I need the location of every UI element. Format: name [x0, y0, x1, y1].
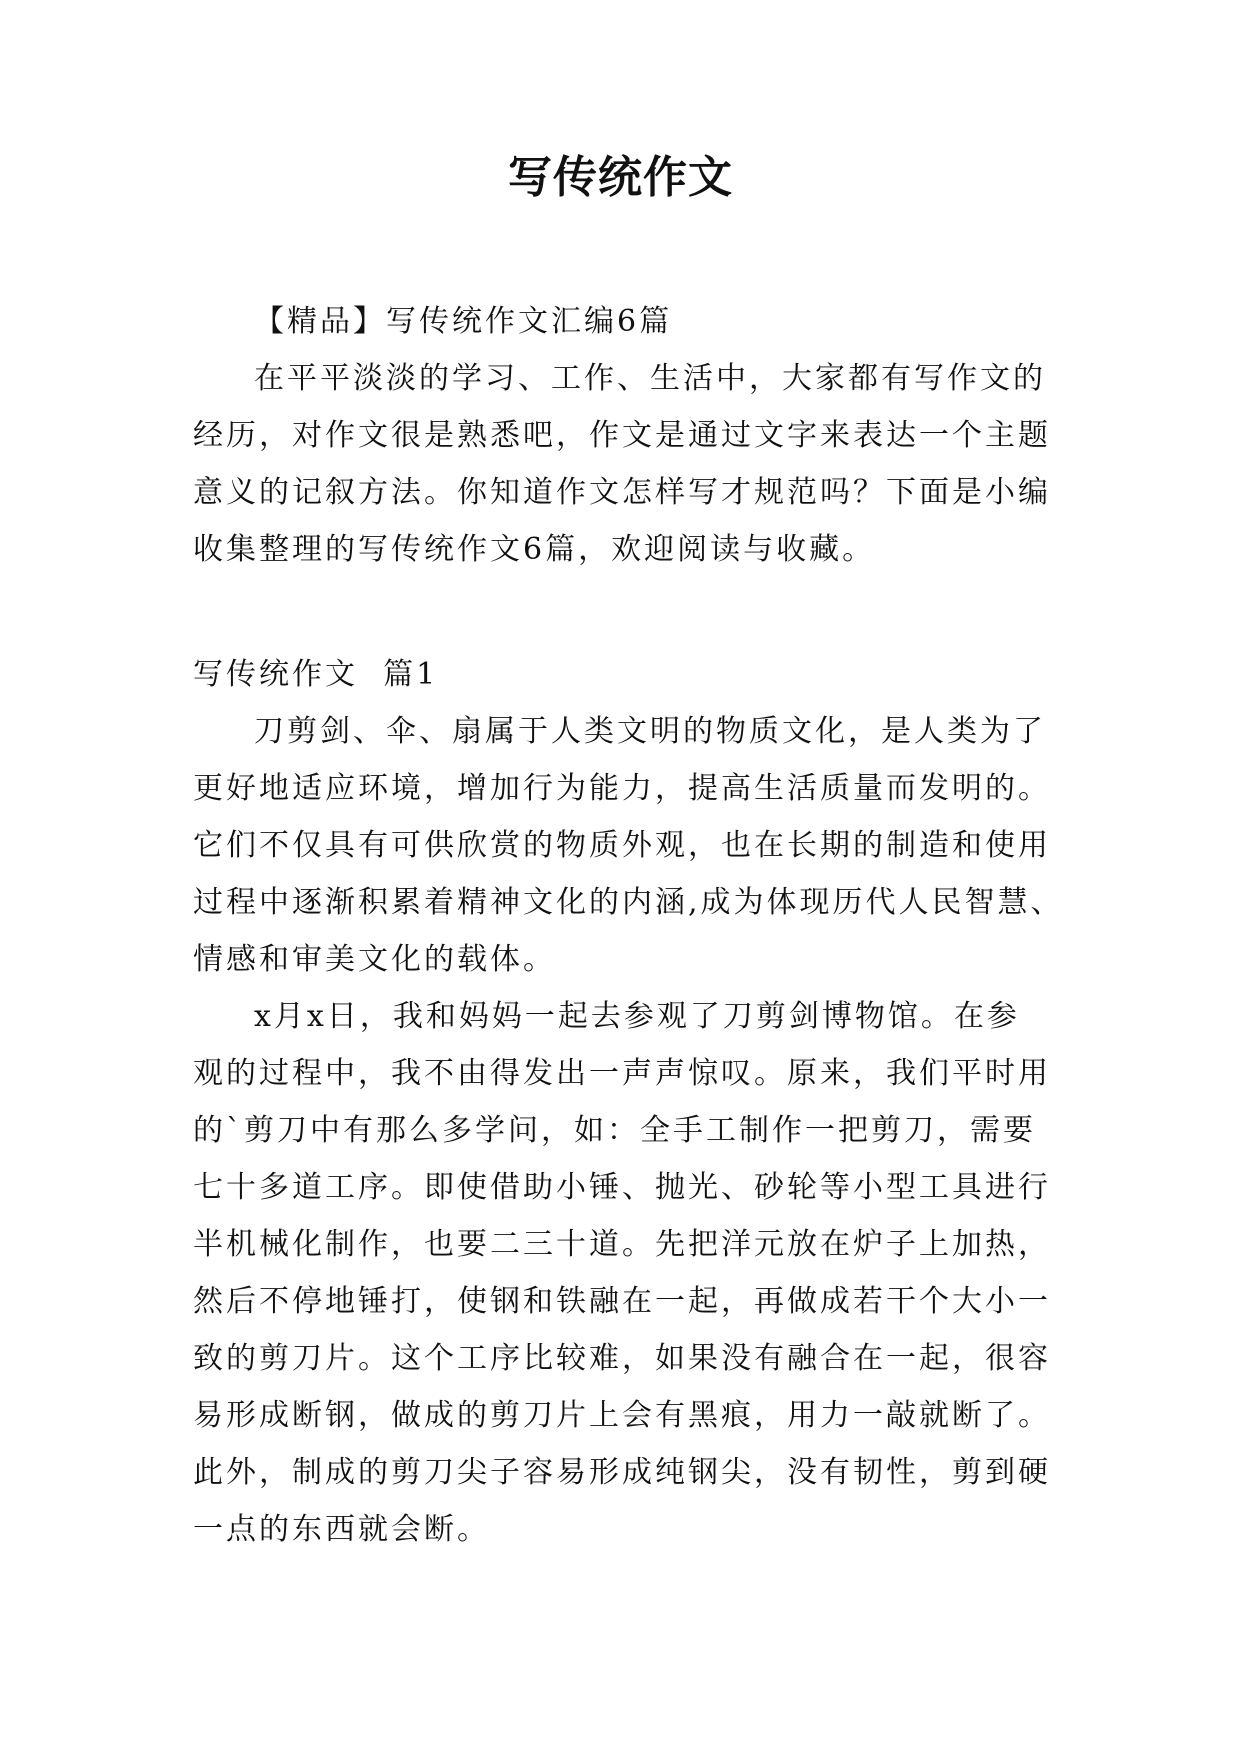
- intro-line: 收集整理的写传统作文6篇，欢迎阅读与收藏。: [193, 532, 876, 567]
- paragraph2-line: 观的过程中，我不由得发出一声声惊叹。原来，我们平时用: [193, 1056, 1051, 1091]
- document-body: [193, 293, 1064, 1558]
- paragraph1-line: 情感和审美文化的载体。: [193, 942, 556, 977]
- paragraph-spacer: [193, 635, 1053, 646]
- paragraph2-line: x月x日，我和妈妈一起去参观了刀剪剑博物馆。在参: [254, 999, 1020, 1034]
- section-heading: 写传统作文 篇1: [193, 657, 439, 692]
- paragraph2-line: 易形成断钢，做成的剪刀片上会有黑痕，用力一敲就断了。: [193, 1398, 1051, 1433]
- paragraph2-line: 的`剪刀中有那么多学问，如：全手工制作一把剪刀，需要: [193, 1113, 1036, 1148]
- paragraph2-line: 半机械化制作，也要二三十道。先把洋元放在炉子上加热，: [193, 1227, 1051, 1262]
- paragraph1-line: 刀剪剑、伞、扇属于人类文明的物质文化，是人类为了: [254, 714, 1046, 749]
- intro-line: 在平平淡淡的学习、工作、生活中，大家都有写作文的: [254, 361, 1046, 396]
- paragraph1-line: 更好地适应环境，增加行为能力，提高生活质量而发明的。: [193, 771, 1051, 806]
- intro-line: 经历，对作文很是熟悉吧，作文是通过文字来表达一个主题: [193, 418, 1051, 453]
- paragraph-spacer: [193, 578, 1053, 635]
- paragraph2-line: 致的剪刀片。这个工序比较难，如果没有融合在一起，很容: [193, 1341, 1051, 1376]
- paragraph2-line: 然后不停地锤打，使钢和铁融在一起，再做成若干个大小一: [193, 1284, 1051, 1319]
- paragraph2-line: 一点的东西就会断。: [193, 1512, 490, 1547]
- subtitle-line: 【精品】写传统作文汇编6篇: [254, 304, 673, 339]
- paragraph1-line: 过程中逐渐积累着精神文化的内涵,成为体现历代人民智慧、: [193, 885, 1064, 920]
- paragraph2-line: 此外，制成的剪刀尖子容易形成纯钢尖，没有韧性，剪到硬: [193, 1455, 1051, 1490]
- paragraph2-line: 七十多道工序。即使借助小锤、抛光、砂轮等小型工具进行: [193, 1170, 1051, 1205]
- page-title: 写传统作文: [508, 152, 733, 203]
- intro-line: 意义的记叙方法。你知道作文怎样写才规范吗？下面是小编: [193, 475, 1051, 510]
- paragraph1-line: 它们不仅具有可供欣赏的物质外观，也在长期的制造和使用: [193, 828, 1051, 863]
